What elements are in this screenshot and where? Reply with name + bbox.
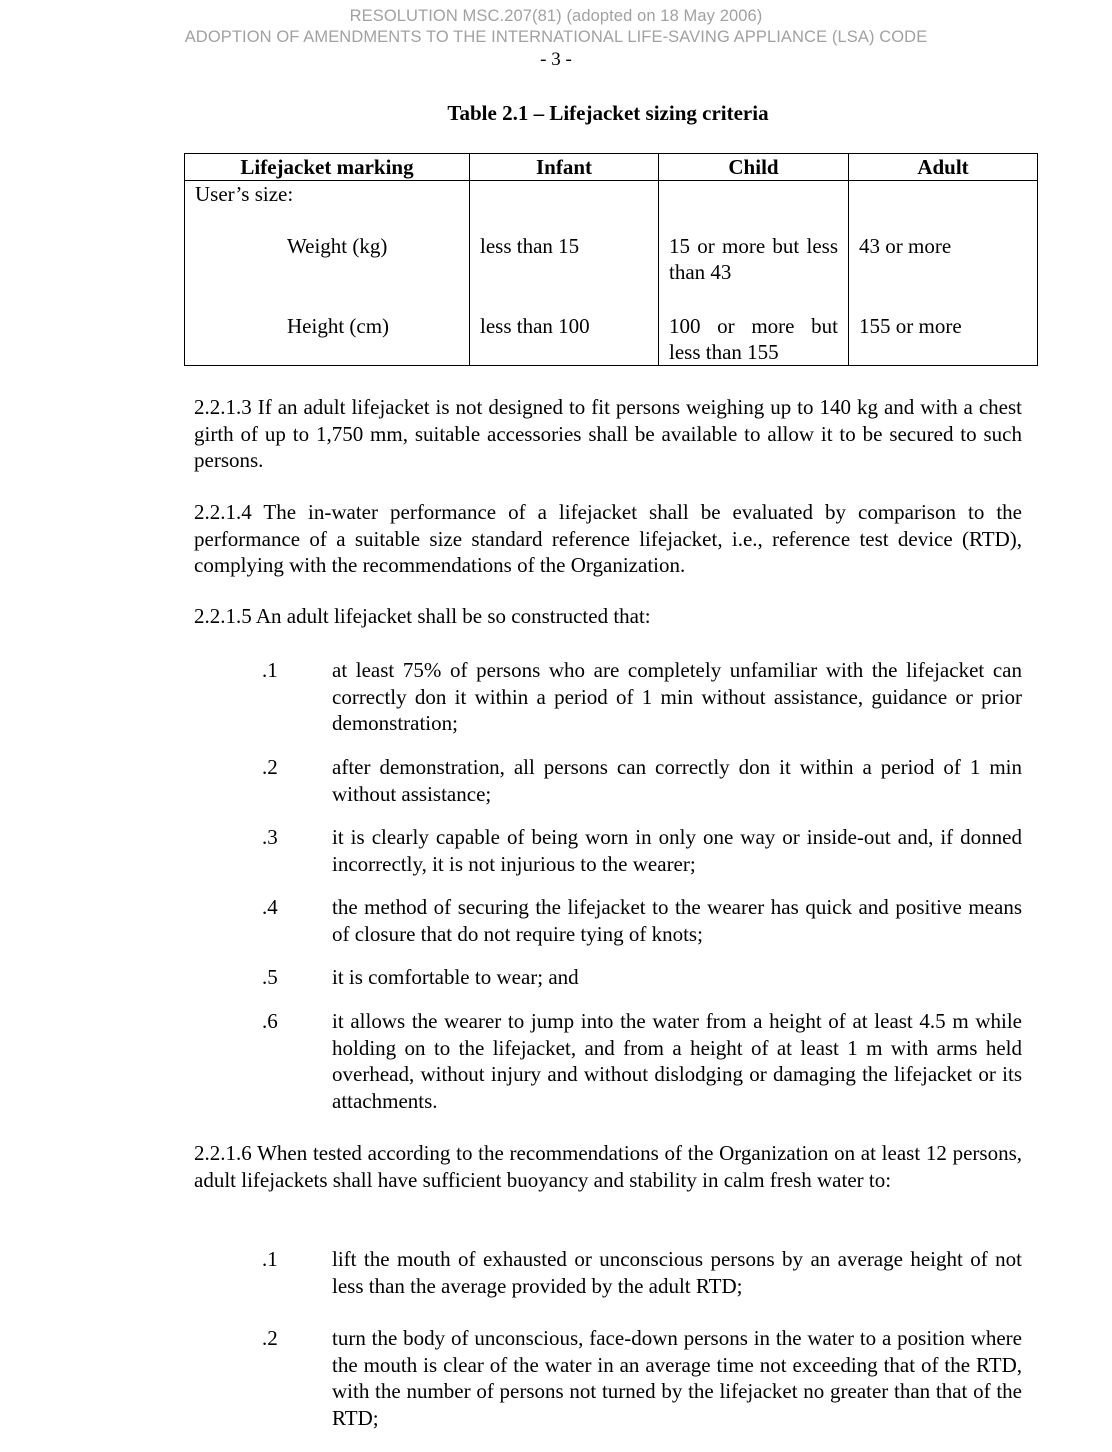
list-item: lift the mouth of exhausted or unconscious persons by an average height of not less than the average provided by the adult RTD; (332, 1247, 1022, 1298)
col-header-child: Child (659, 154, 849, 181)
table-header-row (185, 154, 1038, 181)
list-item-number: .1 (262, 1247, 278, 1271)
list-item-number: .4 (262, 895, 278, 919)
paragraph-2-2-1-5: 2.2.1.5 An adult lifejacket shall be so constructed that: (194, 604, 651, 628)
cell-height-adult: 155 or more (849, 313, 1038, 366)
list-item: it is clearly capable of being worn in only one way or inside-out and, if donned incorrectly, it is not injurious to the wearer; (332, 825, 1022, 876)
cell-height-infant: less than 100 (470, 313, 659, 366)
table-row (185, 233, 1038, 313)
list-item: at least 75% of persons who are completely unfamiliar with the lifejacket can correctly don it within a period of 1 min without assistance, guidance or prior demonstration; (332, 658, 1022, 735)
list-item: it allows the wearer to jump into the water from a height of at least 4.5 m while holding on to the lifejacket, and from a height of at least 1 m with arms held overhead, without injury and without dislodging or damaging the lifejacket or its attachments. (332, 1009, 1022, 1113)
list-item: the method of securing the lifejacket to the wearer has quick and positive means of closure that do not require tying of knots; (332, 895, 1022, 946)
users-size-label: User’s size: (185, 181, 470, 234)
table-row (185, 313, 1038, 366)
cell-weight-infant: less than 15 (470, 233, 659, 313)
cell-height-child: 100 or more but less than 155 (659, 313, 849, 366)
header-title: ADOPTION OF AMENDMENTS TO THE INTERNATIONAL LIFE-SAVING APPLIANCE (LSA) CODE (184, 28, 928, 46)
cell-weight-child: 15 or more but less than 43 (659, 233, 849, 313)
row-label-weight: Weight (kg) (185, 233, 470, 313)
list-item-number: .3 (262, 825, 278, 849)
sizing-table (184, 153, 1038, 366)
col-header-marking: Lifejacket marking (185, 154, 470, 181)
row-label-height: Height (cm) (185, 313, 470, 366)
list-item-number: .2 (262, 1326, 278, 1350)
table-row (185, 181, 1038, 234)
paragraph-2-2-1-3: 2.2.1.3 If an adult lifejacket is not designed to fit persons weighing up to 140 kg and with a chest girth of up to 1,750 mm, suitable accessories shall be available to allow it to be secured to such persons. (194, 395, 1022, 472)
list-item: turn the body of unconscious, face-down persons in the water to a position where the mouth is clear of the water in an average time not exceeding that of the RTD, with the number of persons not turned by the lifejacket no greater than that of the RTD; (332, 1326, 1022, 1430)
col-header-adult: Adult (849, 154, 1038, 181)
paragraph-2-2-1-4: 2.2.1.4 The in-water performance of a lifejacket shall be evaluated by comparison to the performance of a suitable size standard reference lifejacket, i.e., reference test device (RTD), complying with the recommendations of the Organization. (194, 500, 1022, 577)
list-item-number: .1 (262, 658, 278, 682)
list-item: it is comfortable to wear; and (332, 965, 579, 989)
list-item-number: .6 (262, 1009, 278, 1033)
list-item: after demonstration, all persons can correctly don it within a period of 1 min without assistance; (332, 755, 1022, 806)
paragraph-2-2-1-6: 2.2.1.6 When tested according to the recommendations of the Organization on at least 12 persons, adult lifejackets shall have sufficient buoyancy and stability in calm fresh water to: (194, 1141, 1022, 1192)
header-resolution: RESOLUTION MSC.207(81) (adopted on 18 May 2006) (349, 7, 763, 25)
col-header-infant: Infant (470, 154, 659, 181)
cell-weight-adult: 43 or more (849, 233, 1038, 313)
list-item-number: .2 (262, 755, 278, 779)
table-title: Table 2.1 – Lifejacket sizing criteria (447, 101, 769, 125)
page-number: - 3 - (540, 49, 572, 70)
list-item-number: .5 (262, 965, 278, 989)
